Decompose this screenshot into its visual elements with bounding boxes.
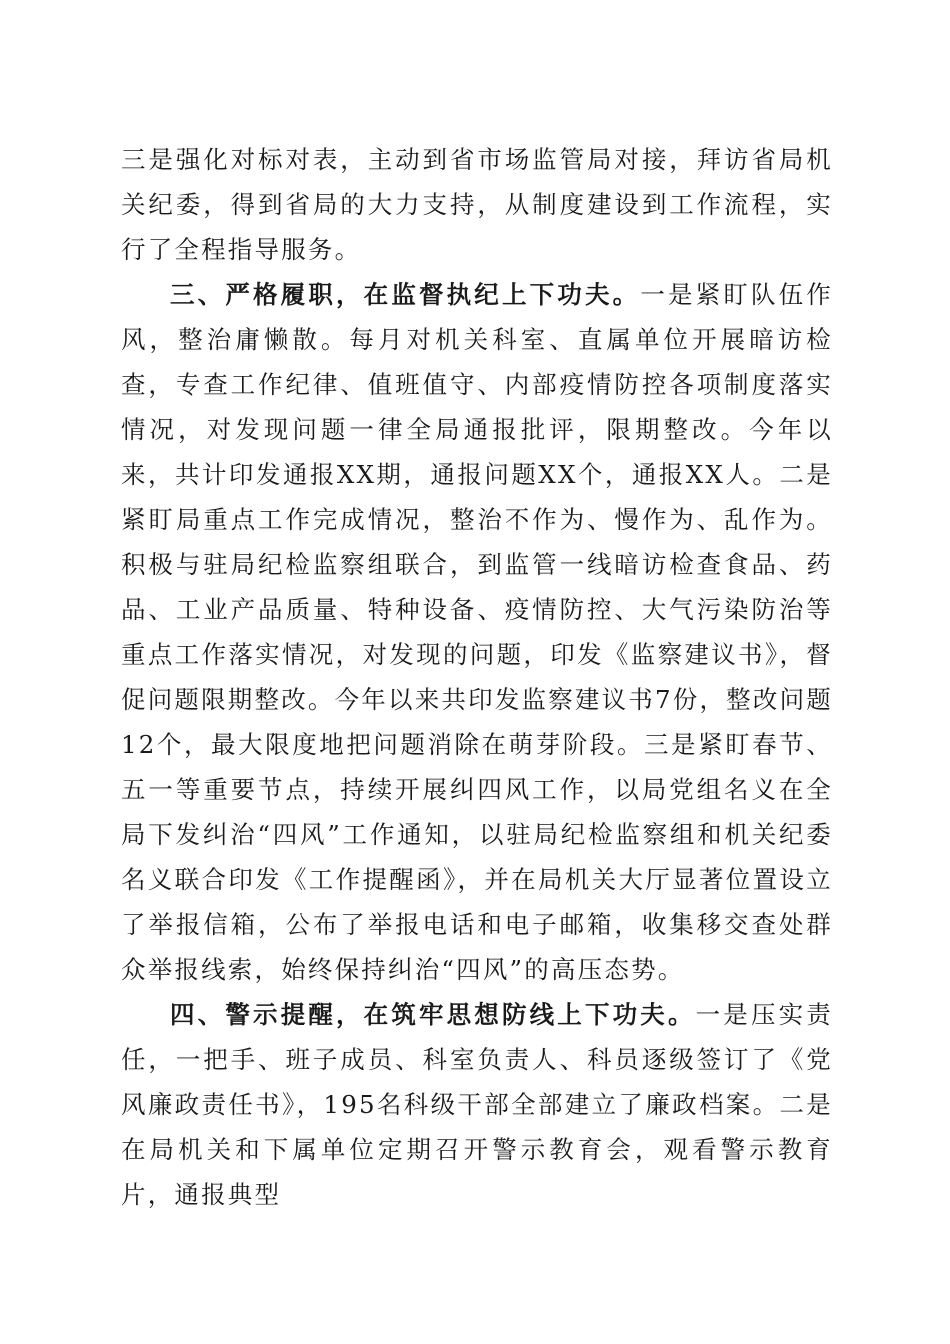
paragraph-text: 三是强化对标对表，主动到省市场监管局对接，拜访省局机关纪委，得到省局的大力支持，从制度建设到工作流程，实行了全程指导服务。 (121, 145, 833, 264)
section-3-text: 一是紧盯队伍作风，整治庸懒散。每月对机关科室、直属单位开展暗访检查，专查工作纪律、值班值守、内部疫情防控各项制度落实情况，对发现问题一律全局通报批评，限期整改。今年以来，共计印发通报XX期，通报问题XX个，通报XX人。二是紧盯局重点工作完成情况，整治不作为、慢作为、乱作为。积极与驻局纪检监察组联合，到监管一线暗访检查食品、药品、工业产品质量、特种设备、疫情防控、大气污染防治等重点工作落实情况，对发现的问题，印发《监察建议书》，督促问题限期整改。今年以来共印发监察建议书7份，整改问题12个，最大限度地把问题消除在萌芽阶段。三是紧盯春节、五一等重要节点，持续开展纠四风工作，以局党组名义在全局下发纠治“四风”工作通知，以驻局纪检监察组和机关纪委名义联合印发《工作提醒函》，并在局机关大厅显著位置设立了举报信箱，公布了举报电话和电子邮箱，收集移交查处群众举报线索，始终保持纠治“四风”的高压态势。 (121, 280, 833, 984)
paragraph-section-4 (121, 992, 833, 1217)
section-3-heading: 三、严格履职，在监督执纪上下功夫。 (170, 280, 641, 309)
paragraph-section-3 (121, 272, 833, 992)
section-4-text: 一是压实责任，一把手、班子成员、科室负责人、科员逐级签订了《党风廉政责任书》，195名科级干部全部建立了廉政档案。二是在局机关和下属单位定期召开警示教育会，观看警示教育片，通报典型 (121, 1000, 833, 1209)
paragraph-continuation (121, 137, 833, 272)
document-body (121, 137, 833, 1217)
section-4-heading: 四、警示提醒，在筑牢思想防线上下功夫。 (170, 1000, 696, 1029)
